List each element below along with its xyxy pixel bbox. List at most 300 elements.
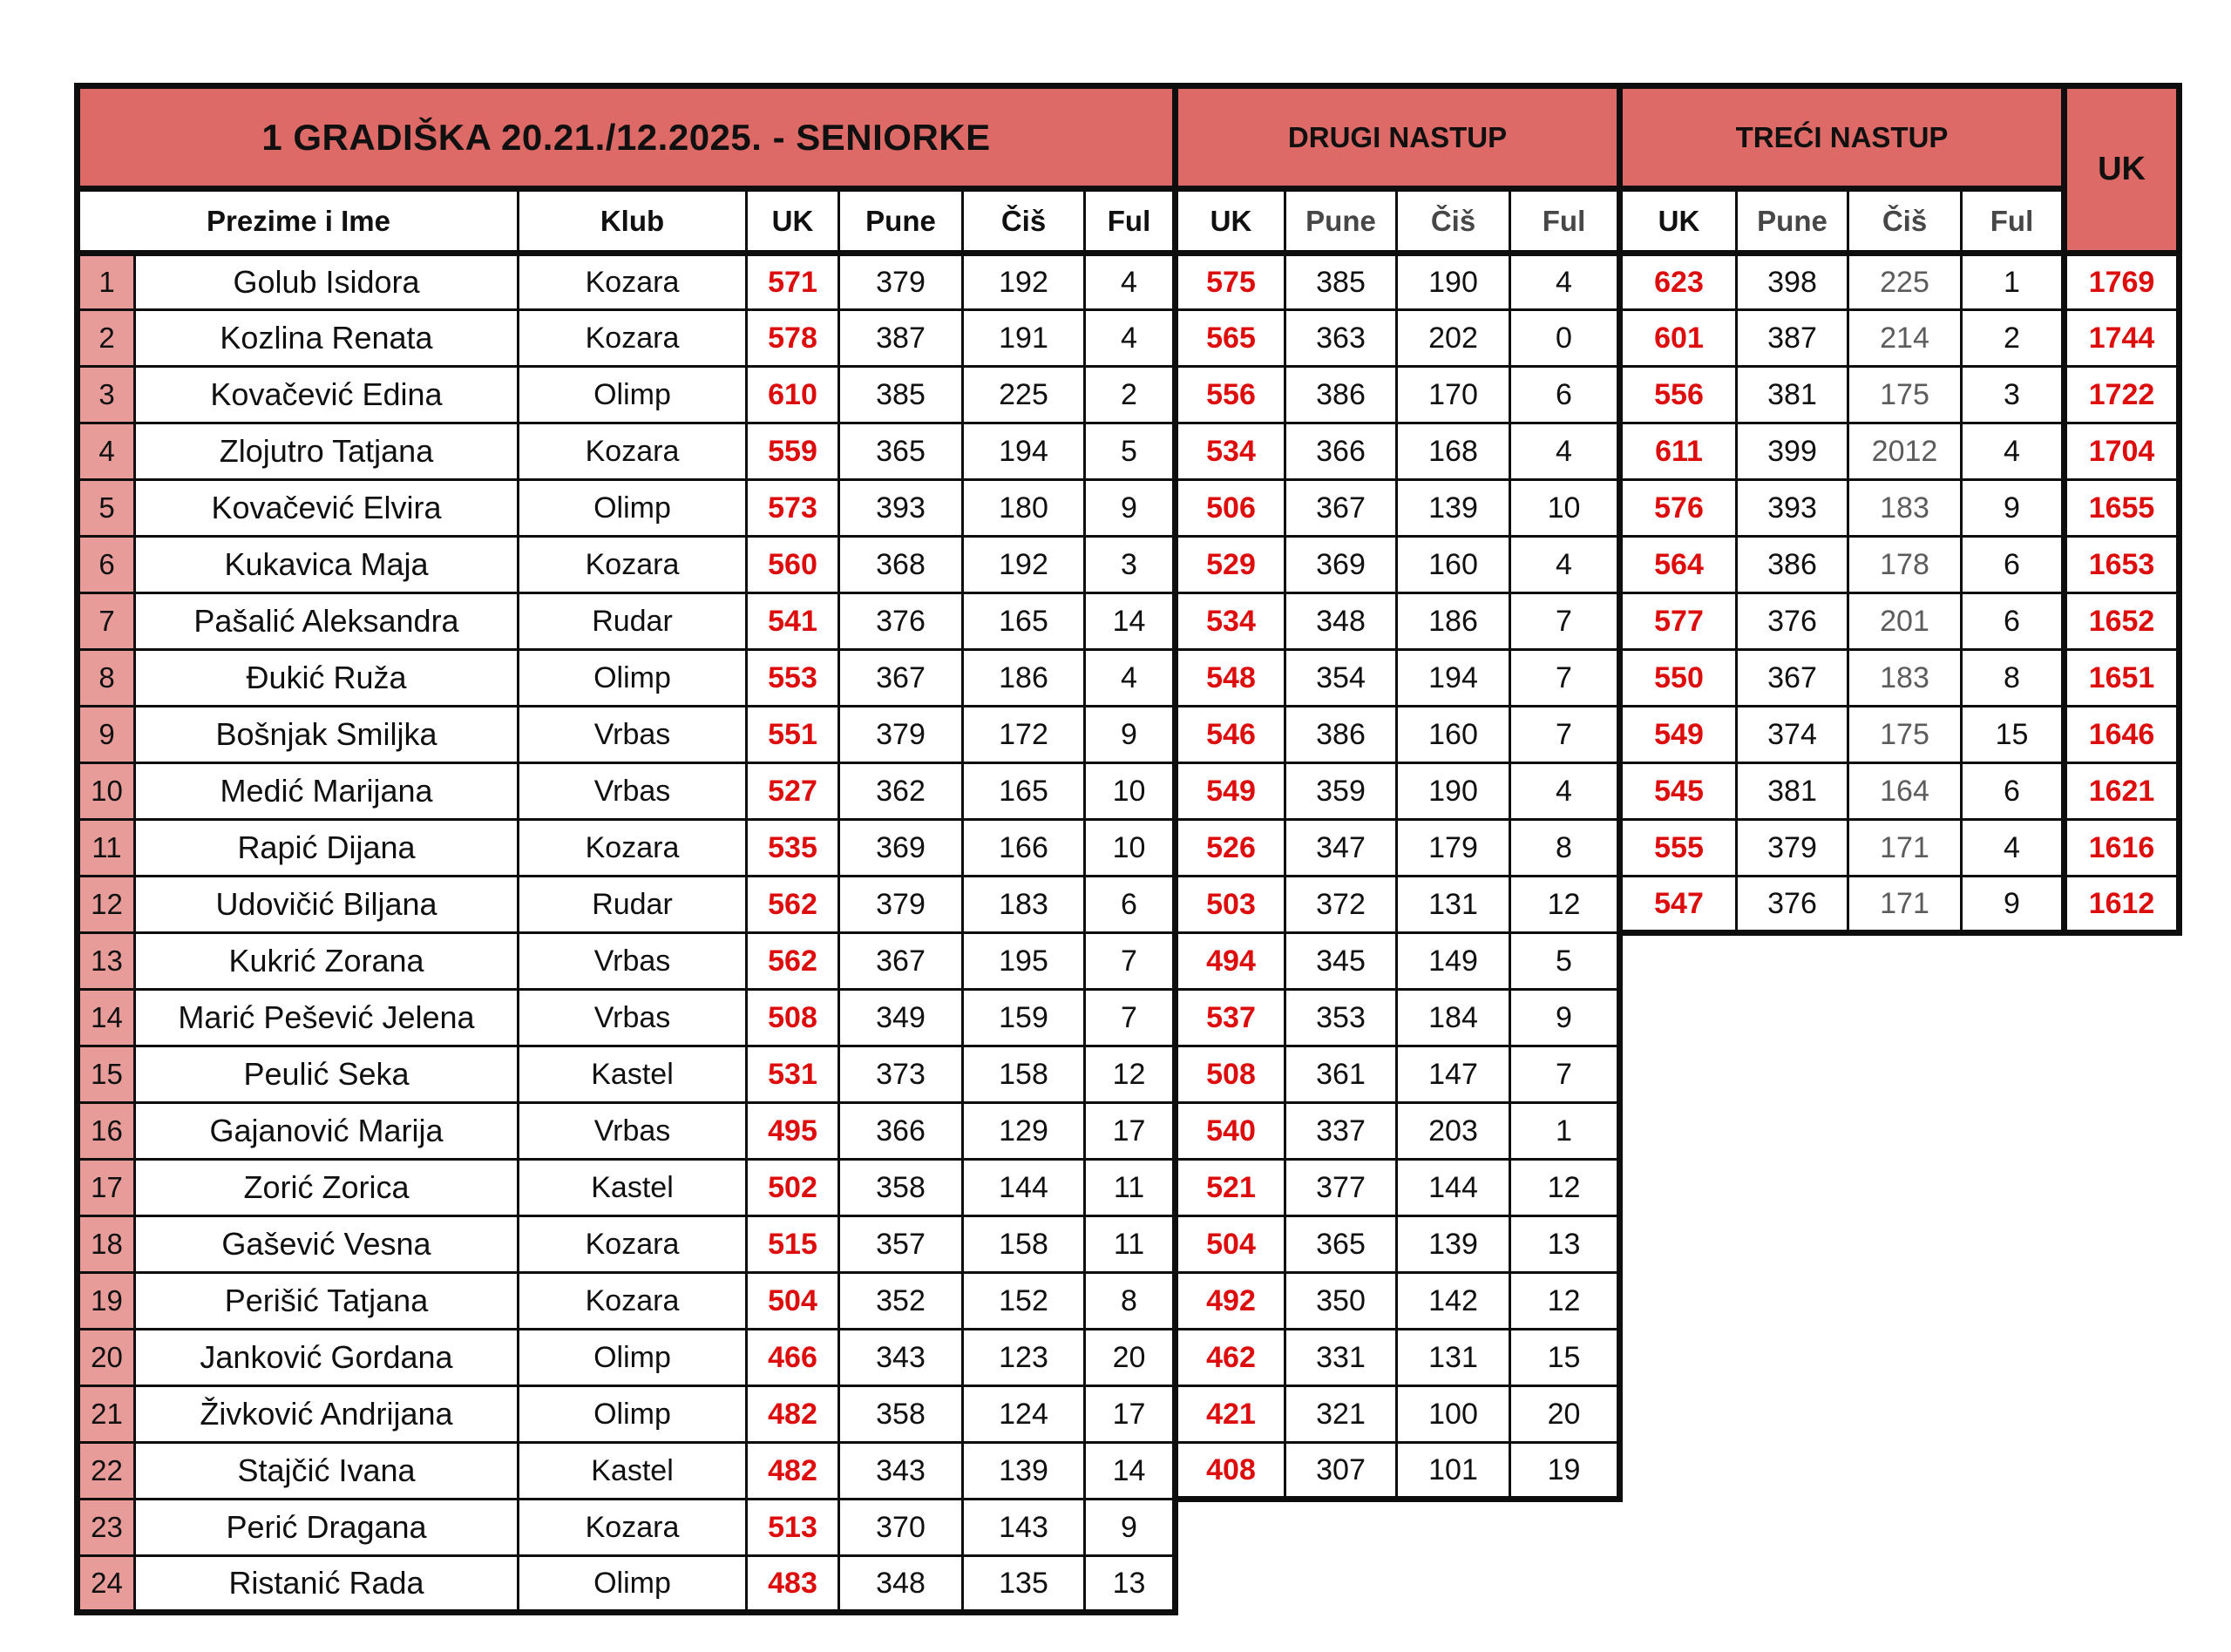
score-cell: 502: [747, 1160, 839, 1216]
score-cell: 124: [963, 1386, 1085, 1443]
table-row: [78, 480, 2180, 537]
score-cell: 549: [1176, 763, 1285, 820]
player-name: Bošnjak Smiljka: [135, 707, 519, 763]
player-name: Medić Marijana: [135, 763, 519, 820]
club-name: Kozara: [519, 254, 747, 310]
score-cell: 575: [1176, 254, 1285, 310]
score-cell: 15: [1510, 1330, 1620, 1386]
player-name: Stajčić Ivana: [135, 1443, 519, 1500]
score-cell: 101: [1397, 1443, 1510, 1500]
header-row-columns: [78, 189, 2180, 254]
table-row: [78, 1103, 2180, 1160]
table-row: [78, 254, 2180, 310]
score-cell: 526: [1176, 820, 1285, 877]
table-row: [78, 650, 2180, 707]
score-cell: 4: [1085, 254, 1176, 310]
total-cell: 1652: [2065, 593, 2180, 650]
score-cell: 398: [1737, 254, 1848, 310]
score-cell: 10: [1085, 763, 1176, 820]
score-cell: 165: [963, 763, 1085, 820]
score-cell: 541: [747, 593, 839, 650]
player-name: Golub Isidora: [135, 254, 519, 310]
player-name: Kukavica Maja: [135, 537, 519, 593]
score-cell: 513: [747, 1500, 839, 1556]
score-cell: 307: [1285, 1443, 1397, 1500]
score-cell: 577: [1620, 593, 1737, 650]
score-cell: 7: [1510, 707, 1620, 763]
score-cell: 321: [1285, 1386, 1397, 1443]
rank-cell: 15: [78, 1046, 135, 1103]
score-cell: 4: [1085, 650, 1176, 707]
score-cell: 168: [1397, 423, 1510, 480]
empty-region: [1620, 1103, 2180, 1160]
table-row: [78, 990, 2180, 1046]
score-cell: 506: [1176, 480, 1285, 537]
score-cell: 540: [1176, 1103, 1285, 1160]
empty-region: [1620, 933, 2180, 990]
score-cell: 565: [1176, 310, 1285, 367]
score-cell: 571: [747, 254, 839, 310]
score-cell: 186: [963, 650, 1085, 707]
rank-cell: 16: [78, 1103, 135, 1160]
score-cell: 9: [1085, 480, 1176, 537]
score-cell: 545: [1620, 763, 1737, 820]
score-cell: 331: [1285, 1330, 1397, 1386]
score-cell: 366: [839, 1103, 963, 1160]
score-cell: 503: [1176, 877, 1285, 933]
score-cell: 17: [1085, 1386, 1176, 1443]
score-cell: 482: [747, 1386, 839, 1443]
results-table: [74, 83, 2182, 1615]
score-cell: 6: [1085, 877, 1176, 933]
club-name: Olimp: [519, 1330, 747, 1386]
rank-cell: 6: [78, 537, 135, 593]
col-header-uk-2: UK: [1176, 189, 1285, 254]
table-row: [78, 1443, 2180, 1500]
rank-cell: 1: [78, 254, 135, 310]
score-cell: 149: [1397, 933, 1510, 990]
score-cell: 144: [1397, 1160, 1510, 1216]
score-cell: 160: [1397, 707, 1510, 763]
score-cell: 4: [1510, 423, 1620, 480]
score-cell: 202: [1397, 310, 1510, 367]
score-cell: 365: [1285, 1216, 1397, 1273]
score-cell: 555: [1620, 820, 1737, 877]
score-cell: 171: [1848, 820, 1962, 877]
score-cell: 14: [1085, 1443, 1176, 1500]
score-cell: 359: [1285, 763, 1397, 820]
player-name: Pašalić Aleksandra: [135, 593, 519, 650]
group-header-treci-nastup: TREĆI NASTUP: [1620, 86, 2065, 189]
rank-cell: 12: [78, 877, 135, 933]
score-cell: 363: [1285, 310, 1397, 367]
rank-cell: 18: [78, 1216, 135, 1273]
score-cell: 170: [1397, 367, 1510, 423]
score-cell: 483: [747, 1556, 839, 1613]
club-name: Kastel: [519, 1443, 747, 1500]
score-cell: 8: [1510, 820, 1620, 877]
score-cell: 373: [839, 1046, 963, 1103]
score-cell: 553: [747, 650, 839, 707]
table-row: [78, 593, 2180, 650]
score-cell: 494: [1176, 933, 1285, 990]
score-cell: 611: [1620, 423, 1737, 480]
score-cell: 527: [747, 763, 839, 820]
total-column-header: UK: [2065, 86, 2180, 254]
rank-cell: 3: [78, 367, 135, 423]
score-cell: 573: [747, 480, 839, 537]
score-cell: 4: [1510, 537, 1620, 593]
score-cell: 369: [1285, 537, 1397, 593]
rank-cell: 22: [78, 1443, 135, 1500]
rank-cell: 21: [78, 1386, 135, 1443]
club-name: Vrbas: [519, 990, 747, 1046]
rank-cell: 13: [78, 933, 135, 990]
score-cell: 12: [1085, 1046, 1176, 1103]
score-cell: 9: [1962, 480, 2065, 537]
score-cell: 131: [1397, 1330, 1510, 1386]
score-cell: 195: [963, 933, 1085, 990]
score-cell: 13: [1510, 1216, 1620, 1273]
club-name: Kozara: [519, 423, 747, 480]
score-cell: 495: [747, 1103, 839, 1160]
score-cell: 100: [1397, 1386, 1510, 1443]
table-row: [78, 820, 2180, 877]
score-cell: 358: [839, 1386, 963, 1443]
score-cell: 393: [839, 480, 963, 537]
club-name: Kastel: [519, 1046, 747, 1103]
score-cell: 564: [1620, 537, 1737, 593]
score-cell: 20: [1510, 1386, 1620, 1443]
col-header-cis-3: Čiš: [1848, 189, 1962, 254]
score-cell: 4: [1962, 423, 2065, 480]
score-cell: 386: [1285, 707, 1397, 763]
score-cell: 576: [1620, 480, 1737, 537]
score-cell: 20: [1085, 1330, 1176, 1386]
score-cell: 135: [963, 1556, 1085, 1613]
score-cell: 3: [1962, 367, 2065, 423]
score-cell: 6: [1962, 593, 2065, 650]
score-cell: 462: [1176, 1330, 1285, 1386]
score-cell: 367: [1285, 480, 1397, 537]
score-cell: 7: [1510, 593, 1620, 650]
score-cell: 11: [1085, 1160, 1176, 1216]
score-cell: 179: [1397, 820, 1510, 877]
score-cell: 379: [1737, 820, 1848, 877]
club-name: Vrbas: [519, 707, 747, 763]
score-cell: 194: [963, 423, 1085, 480]
score-cell: 225: [1848, 254, 1962, 310]
score-cell: 367: [1737, 650, 1848, 707]
score-cell: 144: [963, 1160, 1085, 1216]
score-cell: 343: [839, 1443, 963, 1500]
rank-cell: 5: [78, 480, 135, 537]
score-cell: 370: [839, 1500, 963, 1556]
player-name: Đukić Ruža: [135, 650, 519, 707]
player-name: Rapić Dijana: [135, 820, 519, 877]
score-cell: 357: [839, 1216, 963, 1273]
score-cell: 369: [839, 820, 963, 877]
total-cell: 1651: [2065, 650, 2180, 707]
score-cell: 7: [1085, 990, 1176, 1046]
club-name: Rudar: [519, 877, 747, 933]
player-name: Perić Dragana: [135, 1500, 519, 1556]
score-cell: 159: [963, 990, 1085, 1046]
score-cell: 376: [839, 593, 963, 650]
club-name: Olimp: [519, 650, 747, 707]
rank-cell: 4: [78, 423, 135, 480]
score-cell: 3: [1085, 537, 1176, 593]
score-cell: 366: [1285, 423, 1397, 480]
score-cell: 550: [1620, 650, 1737, 707]
score-cell: 214: [1848, 310, 1962, 367]
score-cell: 381: [1737, 367, 1848, 423]
table-row: [78, 1500, 2180, 1556]
score-cell: 377: [1285, 1160, 1397, 1216]
empty-region: [1620, 1273, 2180, 1330]
score-cell: 549: [1620, 707, 1737, 763]
player-name: Živković Andrijana: [135, 1386, 519, 1443]
score-cell: 385: [1285, 254, 1397, 310]
player-name: Janković Gordana: [135, 1330, 519, 1386]
score-cell: 353: [1285, 990, 1397, 1046]
col-header-ful-1: Ful: [1085, 189, 1176, 254]
score-cell: 350: [1285, 1273, 1397, 1330]
results-body: [78, 254, 2180, 1613]
empty-region: [1620, 1216, 2180, 1273]
club-name: Kozara: [519, 1273, 747, 1330]
score-cell: 139: [963, 1443, 1085, 1500]
score-cell: 546: [1176, 707, 1285, 763]
rank-cell: 11: [78, 820, 135, 877]
score-cell: 5: [1085, 423, 1176, 480]
score-cell: 1: [1962, 254, 2065, 310]
rank-cell: 9: [78, 707, 135, 763]
empty-region: [1176, 1556, 2180, 1613]
table-row: [78, 310, 2180, 367]
score-cell: 504: [747, 1273, 839, 1330]
club-name: Olimp: [519, 1386, 747, 1443]
score-cell: 164: [1848, 763, 1962, 820]
score-cell: 466: [747, 1330, 839, 1386]
player-name: Udovičić Biljana: [135, 877, 519, 933]
score-cell: 12: [1510, 1160, 1620, 1216]
score-cell: 8: [1962, 650, 2065, 707]
table-row: [78, 707, 2180, 763]
club-name: Kozara: [519, 537, 747, 593]
club-name: Kozara: [519, 1500, 747, 1556]
score-cell: 190: [1397, 254, 1510, 310]
empty-region: [1620, 1046, 2180, 1103]
player-name: Peulić Seka: [135, 1046, 519, 1103]
club-name: Olimp: [519, 1556, 747, 1613]
club-name: Vrbas: [519, 1103, 747, 1160]
rank-cell: 20: [78, 1330, 135, 1386]
score-cell: 386: [1285, 367, 1397, 423]
score-cell: 4: [1085, 310, 1176, 367]
score-cell: 12: [1510, 1273, 1620, 1330]
total-cell: 1616: [2065, 820, 2180, 877]
player-name: Gašević Vesna: [135, 1216, 519, 1273]
rank-cell: 7: [78, 593, 135, 650]
table-row: [78, 1273, 2180, 1330]
col-header-name: Prezime i Ime: [78, 189, 519, 254]
score-cell: 9: [1085, 707, 1176, 763]
score-cell: 123: [963, 1330, 1085, 1386]
score-cell: 508: [1176, 1046, 1285, 1103]
score-cell: 421: [1176, 1386, 1285, 1443]
score-cell: 365: [839, 423, 963, 480]
score-cell: 348: [839, 1556, 963, 1613]
col-header-cis-1: Čiš: [963, 189, 1085, 254]
table-title: 1 GRADIŠKA 20.21./12.2025. - SENIORKE: [78, 86, 1176, 189]
total-cell: 1655: [2065, 480, 2180, 537]
total-cell: 1612: [2065, 877, 2180, 933]
score-cell: 19: [1510, 1443, 1620, 1500]
score-cell: 225: [963, 367, 1085, 423]
col-header-ful-2: Ful: [1510, 189, 1620, 254]
score-cell: 2: [1085, 367, 1176, 423]
score-cell: 17: [1085, 1103, 1176, 1160]
score-cell: 191: [963, 310, 1085, 367]
rank-cell: 8: [78, 650, 135, 707]
empty-region: [1176, 1500, 2180, 1556]
score-cell: 367: [839, 650, 963, 707]
player-name: Kovačević Edina: [135, 367, 519, 423]
score-cell: 147: [1397, 1046, 1510, 1103]
score-cell: 6: [1962, 537, 2065, 593]
player-name: Kovačević Elvira: [135, 480, 519, 537]
player-name: Zlojutro Tatjana: [135, 423, 519, 480]
table-row: [78, 1330, 2180, 1386]
score-cell: 349: [839, 990, 963, 1046]
score-cell: 143: [963, 1500, 1085, 1556]
col-header-club: Klub: [519, 189, 747, 254]
club-name: Olimp: [519, 480, 747, 537]
score-cell: 158: [963, 1216, 1085, 1273]
score-cell: 203: [1397, 1103, 1510, 1160]
score-cell: 131: [1397, 877, 1510, 933]
score-cell: 492: [1176, 1273, 1285, 1330]
table-row: [78, 763, 2180, 820]
score-cell: 376: [1737, 877, 1848, 933]
score-cell: 534: [1176, 423, 1285, 480]
total-cell: 1653: [2065, 537, 2180, 593]
score-cell: 379: [839, 877, 963, 933]
score-cell: 7: [1085, 933, 1176, 990]
score-cell: 15: [1962, 707, 2065, 763]
score-cell: 504: [1176, 1216, 1285, 1273]
score-cell: 9: [1962, 877, 2065, 933]
score-cell: 0: [1510, 310, 1620, 367]
score-cell: 1: [1510, 1103, 1620, 1160]
score-cell: 13: [1085, 1556, 1176, 1613]
score-cell: 374: [1737, 707, 1848, 763]
table-row: [78, 367, 2180, 423]
score-cell: 408: [1176, 1443, 1285, 1500]
score-cell: 2012: [1848, 423, 1962, 480]
player-name: Perišić Tatjana: [135, 1273, 519, 1330]
col-header-pune-2: Pune: [1285, 189, 1397, 254]
score-cell: 201: [1848, 593, 1962, 650]
score-cell: 560: [747, 537, 839, 593]
total-cell: 1646: [2065, 707, 2180, 763]
score-cell: 372: [1285, 877, 1397, 933]
empty-region: [1620, 1330, 2180, 1386]
score-cell: 556: [1176, 367, 1285, 423]
col-header-pune-3: Pune: [1737, 189, 1848, 254]
rank-cell: 2: [78, 310, 135, 367]
score-cell: 559: [747, 423, 839, 480]
empty-region: [1620, 990, 2180, 1046]
score-cell: 11: [1085, 1216, 1176, 1273]
score-cell: 9: [1510, 990, 1620, 1046]
score-cell: 166: [963, 820, 1085, 877]
total-cell: 1704: [2065, 423, 2180, 480]
score-cell: 367: [839, 933, 963, 990]
score-cell: 192: [963, 254, 1085, 310]
empty-region: [1620, 1160, 2180, 1216]
score-cell: 535: [747, 820, 839, 877]
score-cell: 6: [1962, 763, 2065, 820]
score-cell: 9: [1085, 1500, 1176, 1556]
player-name: Kozlina Renata: [135, 310, 519, 367]
score-cell: 521: [1176, 1160, 1285, 1216]
score-cell: 184: [1397, 990, 1510, 1046]
score-cell: 352: [839, 1273, 963, 1330]
score-cell: 8: [1085, 1273, 1176, 1330]
score-cell: 529: [1176, 537, 1285, 593]
score-cell: 12: [1510, 877, 1620, 933]
empty-region: [1620, 1443, 2180, 1500]
score-cell: 551: [747, 707, 839, 763]
score-cell: 175: [1848, 707, 1962, 763]
score-cell: 508: [747, 990, 839, 1046]
score-cell: 142: [1397, 1273, 1510, 1330]
col-header-ful-3: Ful: [1962, 189, 2065, 254]
score-cell: 387: [839, 310, 963, 367]
club-name: Rudar: [519, 593, 747, 650]
rank-cell: 24: [78, 1556, 135, 1613]
rank-cell: 23: [78, 1500, 135, 1556]
score-cell: 6: [1510, 367, 1620, 423]
score-cell: 361: [1285, 1046, 1397, 1103]
score-cell: 175: [1848, 367, 1962, 423]
total-cell: 1621: [2065, 763, 2180, 820]
score-cell: 548: [1176, 650, 1285, 707]
score-cell: 354: [1285, 650, 1397, 707]
score-cell: 10: [1085, 820, 1176, 877]
player-name: Marić Pešević Jelena: [135, 990, 519, 1046]
score-cell: 601: [1620, 310, 1737, 367]
score-cell: 171: [1848, 877, 1962, 933]
score-cell: 515: [747, 1216, 839, 1273]
score-cell: 531: [747, 1046, 839, 1103]
score-cell: 2: [1962, 310, 2065, 367]
score-cell: 4: [1510, 763, 1620, 820]
score-cell: 386: [1737, 537, 1848, 593]
club-name: Kastel: [519, 1160, 747, 1216]
score-cell: 562: [747, 877, 839, 933]
score-cell: 347: [1285, 820, 1397, 877]
score-cell: 387: [1737, 310, 1848, 367]
table-row: [78, 1386, 2180, 1443]
score-cell: 192: [963, 537, 1085, 593]
total-cell: 1744: [2065, 310, 2180, 367]
rank-cell: 10: [78, 763, 135, 820]
col-header-cis-2: Čiš: [1397, 189, 1510, 254]
score-cell: 186: [1397, 593, 1510, 650]
